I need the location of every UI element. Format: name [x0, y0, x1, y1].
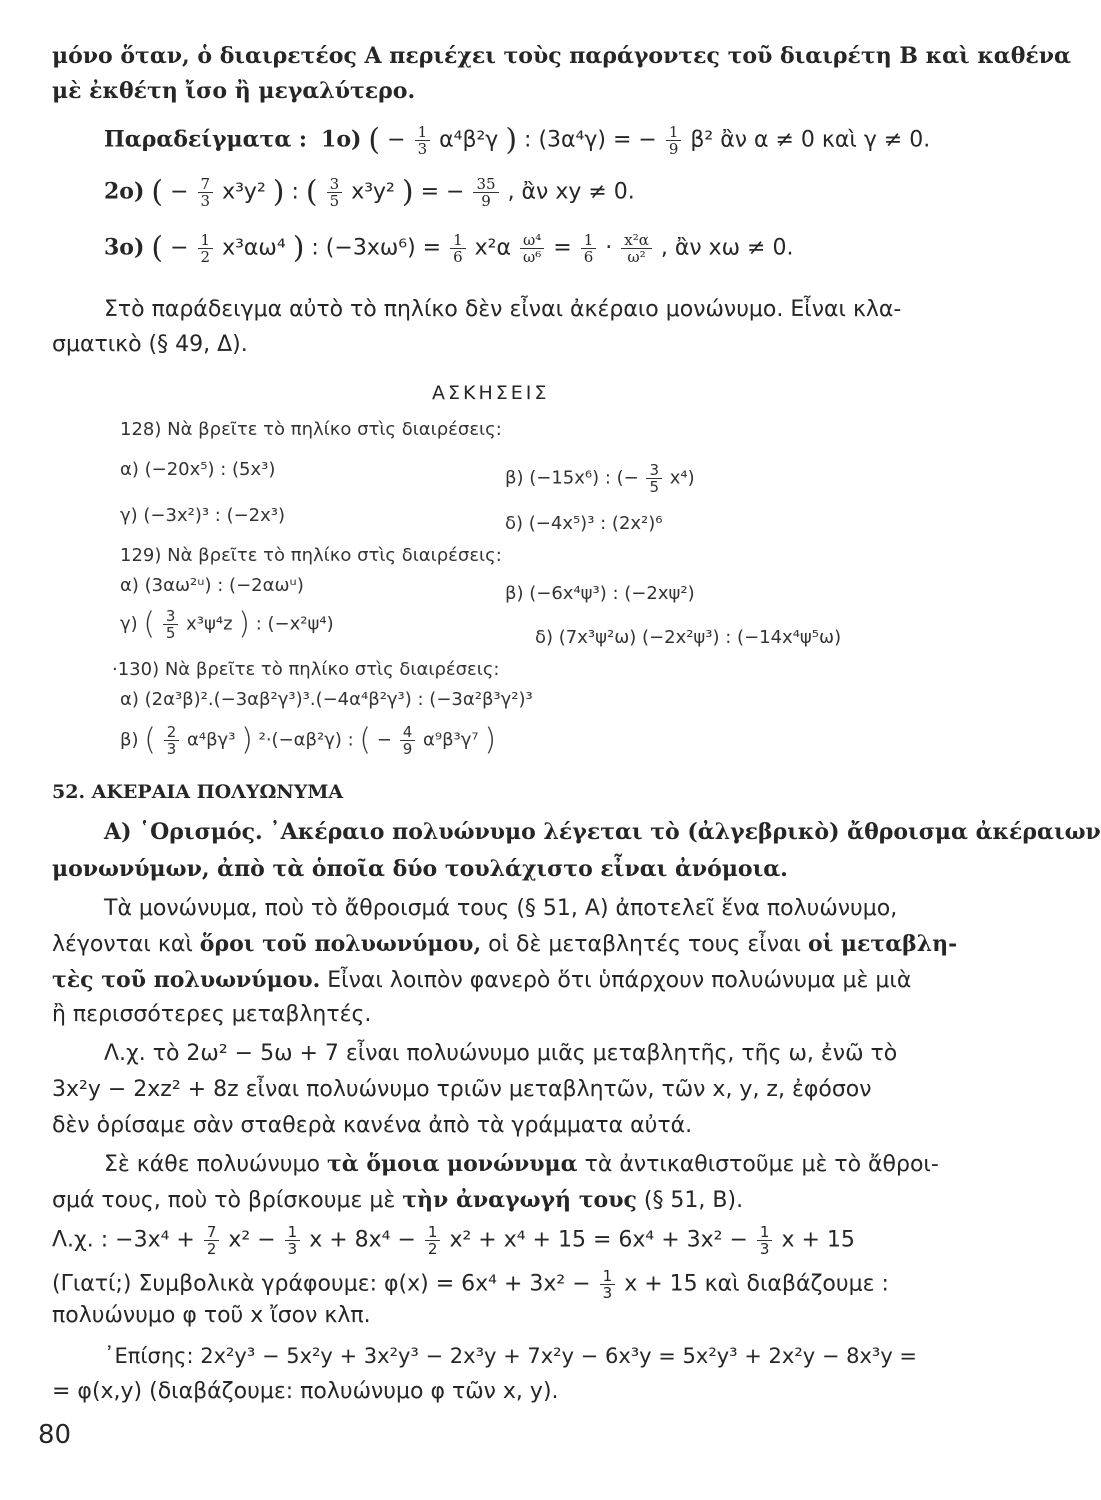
denominator: 9: [402, 740, 413, 758]
denominator: 9: [481, 192, 491, 210]
paragraph-7: ᾿Επίσης: 2x²y³ − 5x²y + 3x²y³ − 2x³y + 7x²y − 6x³y = 5x²y³ + 2x²y − 8x³y =: [104, 1344, 918, 1368]
exercise-128d: δ) (−4x⁵)³ : (2x²)⁶: [505, 513, 663, 534]
numerator: 1: [600, 1268, 616, 1285]
p4-e: x + 15: [781, 1227, 855, 1253]
examples-heading: Παραδείγματα :: [104, 126, 308, 153]
paragraph-1-line-3: [52, 966, 911, 995]
fraction: [285, 1224, 301, 1257]
section-heading: 52. ΑΚΕΡΑΙΑ ΠΟΛΥΩΝΥΜΑ: [52, 781, 344, 803]
example-1-divisor: : (3α⁴γ) = −: [524, 127, 657, 153]
numerator: 3: [646, 462, 662, 479]
numerator: 1: [450, 232, 466, 249]
fraction: [415, 124, 431, 157]
exercise-129c-term: x³ψ⁴z: [186, 613, 233, 635]
paren-close: ): [272, 174, 285, 210]
example-2-equals: = −: [420, 179, 465, 205]
p1-2b: ὅροι τοῦ πολυωνύμου,: [199, 931, 482, 957]
numerator: 1: [581, 232, 597, 249]
fraction: [163, 608, 179, 641]
paragraph-3-line-2: [52, 1186, 743, 1215]
numerator: ω⁴: [520, 232, 544, 249]
symbolic-line: [52, 1268, 889, 1301]
definition-line-2: μονωνύμων, ἀπὸ τὰ ὁποῖα δύο τουλάχιστο εἶναι ἀνόμοια.: [52, 856, 788, 882]
denominator: 2: [427, 1240, 438, 1258]
exercise-128: 128) Νὰ βρεῖτε τὸ πηλίκο στὶς διαιρέσεις:: [120, 419, 502, 440]
example-2: [104, 176, 635, 209]
paren-close: ): [241, 722, 253, 758]
example-formula-line: [52, 1224, 855, 1257]
exercise-130a: α) (2α³β)².(−3αβ²γ³)³.(−4α⁴β²γ³) : (−3α²β³γ²)³: [120, 689, 533, 710]
page-number: 80: [38, 1420, 72, 1450]
paren-close: ): [292, 230, 305, 266]
denominator: 5: [329, 192, 340, 210]
numerator: 3: [163, 608, 179, 625]
example-3-sign: −: [170, 235, 189, 261]
p1-3a: τὲς τοῦ πολυωνύμου.: [52, 967, 321, 993]
numerator: 1: [757, 1224, 773, 1241]
fraction: [520, 232, 544, 265]
numerator: 1: [198, 232, 214, 249]
example-3-number: 3ο): [104, 234, 145, 261]
example-1-number: 1ο): [321, 126, 362, 153]
example-2-number: 2ο): [104, 178, 145, 205]
example-3-term: x³αω⁴: [222, 235, 286, 261]
p4-a: Λ.χ. : −3x⁴ +: [52, 1227, 195, 1253]
example-1-term: α⁴β²γ: [439, 127, 499, 153]
fraction: [327, 176, 343, 209]
p1-2c: οἱ δὲ μεταβλητές τους εἶναι: [488, 932, 801, 957]
paren-open: (: [143, 606, 156, 642]
fraction: [198, 176, 214, 209]
numerator: x²α: [621, 232, 652, 249]
numerator: 2: [164, 724, 180, 741]
paragraph-2-line-3: δὲν ὁρίσαμε σὰν σταθερὰ κανένα ἀπὸ τὰ γράμματα αὐτά.: [52, 1113, 693, 1138]
exercise-129c: [120, 608, 334, 641]
exercise-130b-term: α⁴βγ³: [186, 729, 236, 751]
example-3: [104, 232, 793, 265]
paren-open: (: [305, 174, 318, 210]
p5-b: x + 15 καὶ διαβάζουμε :: [624, 1271, 889, 1297]
example-3-divisor: : (−3xω⁶) =: [311, 235, 442, 261]
numerator: 35: [473, 176, 498, 193]
p3-1b: τὰ ὅμοια μονώνυμα: [326, 1151, 578, 1177]
exercise-129c-divisor: : (−x²ψ⁴): [255, 613, 334, 635]
exercise-128c: γ) (−3x²)³ : (−2x³): [120, 505, 286, 526]
denominator: 2: [206, 1240, 217, 1258]
fraction: [450, 232, 466, 265]
paragraph-3-line-1: [104, 1150, 939, 1179]
paren-open: (: [359, 722, 372, 758]
p1-2d: οἱ μεταβλη-: [807, 931, 958, 957]
fraction: [204, 1224, 220, 1257]
denominator: 9: [668, 140, 679, 158]
denominator: ω⁶: [523, 248, 542, 266]
example-3-condition: , ἂν xω ≠ 0.: [660, 235, 794, 261]
example-2-term-2: x³y²: [351, 179, 395, 205]
numerator: 3: [327, 176, 343, 193]
exercise-128b-part-1: β) (−15x⁶) : (−: [505, 467, 639, 489]
denominator: 3: [417, 140, 428, 158]
p5-a: (Γιατί;) Συμβολικὰ γράφουμε: φ(x) = 6x⁴ + 3x² −: [52, 1271, 591, 1297]
paren-open: (: [144, 722, 156, 758]
exercise-129b: β) (−6x⁴ψ³) : (−2xψ²): [505, 583, 695, 604]
definition-label: Α) ῾Ορισμός.: [104, 819, 263, 845]
exercise-129d: δ) (7x³ψ²ω) (−2x²ψ³) : (−14x⁴ψ⁵ω): [535, 627, 842, 648]
numerator: 1: [285, 1224, 301, 1241]
exercise-129a: α) (3αω²ᵘ) : (−2αωᵘ): [120, 575, 304, 596]
example-2-colon: :: [291, 179, 299, 205]
denominator: 3: [287, 1240, 298, 1258]
definition-text-1: ᾿Ακέραιο πολυώνυμο λέγεται τὸ (ἀλγεβρικὸ) ἄθροισμα ἀκέραιων: [269, 819, 1101, 845]
paragraph-2-line-1: Λ.χ. τὸ 2ω² − 5ω + 7 εἶναι πολυώνυμο μιᾶς μεταβλητῆς, τῆς ω, ἐνῶ τὸ: [104, 1041, 898, 1066]
definition-line-1: [104, 818, 1101, 847]
exercise-129: 129) Νὰ βρεῖτε τὸ πηλίκο στὶς διαιρέσεις:: [120, 545, 502, 566]
p4-d: x² + x⁴ + 15 = 6x⁴ + 3x² −: [449, 1227, 748, 1253]
fraction: [198, 232, 214, 265]
denominator: 3: [200, 192, 211, 210]
fraction: [425, 1224, 441, 1257]
paren-open: (: [368, 122, 381, 158]
paren-close: ): [484, 722, 497, 758]
example-2-condition: , ἂν xy ≠ 0.: [507, 179, 635, 205]
fraction: [621, 232, 652, 265]
exercise-130: ·130) Νὰ βρεῖτε τὸ πηλίκο στὶς διαιρέσεις:: [112, 659, 500, 680]
fraction: [646, 462, 662, 495]
denominator: 5: [649, 478, 660, 496]
numerator: 4: [400, 724, 416, 741]
paragraph-1-line-2: [52, 930, 957, 959]
denominator: 6: [453, 248, 463, 266]
paragraph-6: πολυώνυμο φ τοῦ x ἴσον κλπ.: [52, 1303, 371, 1328]
paragraph-8: = φ(x,y) (διαβάζουμε: πολυώνυμο φ τῶν x, y).: [52, 1379, 559, 1404]
denominator: 3: [166, 740, 177, 758]
fraction: [164, 724, 180, 757]
example-3-factor: x²α: [474, 235, 511, 261]
intro-line-2: μὲ ἐκθέτη ἴσο ἢ μεγαλύτερο.: [52, 78, 416, 104]
exercise-130b-term-2: α⁹β³γ⁷: [422, 729, 479, 751]
p4-c: x + 8x⁴ −: [309, 1227, 416, 1253]
example-1: [104, 124, 930, 157]
p1-3b: Εἶναι λοιπὸν φανερὸ ὅτι ὑπάρχουν πολυώνυμα μὲ μιὰ: [327, 968, 912, 993]
example-3-dot: ·: [605, 235, 613, 261]
paragraph-1-line-1: Τὰ μονώνυμα, ποὺ τὸ ἄθροισμά τους (§ 51, Α) ἀποτελεῖ ἕνα πολυώνυμο,: [104, 896, 898, 921]
p3-2a: σμά τους, ποὺ τὸ βρίσκουμε μὲ: [52, 1188, 396, 1213]
fraction: [400, 724, 416, 757]
fraction: [666, 124, 682, 157]
example-2-sign: −: [170, 179, 189, 205]
fraction: [757, 1224, 773, 1257]
numerator: 1: [415, 124, 431, 141]
example-1-sign: −: [387, 127, 406, 153]
numerator: 1: [666, 124, 682, 141]
numerator: 7: [204, 1224, 220, 1241]
denominator: 2: [200, 248, 211, 266]
p3-2b: τὴν ἀναγωγή τους: [402, 1187, 637, 1213]
fraction: [473, 176, 498, 209]
paren-close: ): [505, 122, 518, 158]
numerator: 1: [425, 1224, 441, 1241]
paren-close: ): [238, 606, 251, 642]
denominator: 3: [759, 1240, 770, 1258]
intro-line-1: μόνο ὅταν, ὁ διαιρετέος Α περιέχει τοὺς παράγοντες τοῦ διαιρέτη Β καὶ καθένα: [52, 43, 1071, 69]
fraction: [581, 232, 597, 265]
p3-2c: (§ 51, Β).: [643, 1188, 744, 1213]
fraction: [600, 1268, 616, 1301]
example-3-equals: =: [553, 235, 572, 261]
exercise-128b-part-2: x⁴): [669, 467, 695, 489]
exercise-130b: [120, 724, 496, 757]
paren-close: ): [401, 174, 414, 210]
exercise-128b: [505, 462, 695, 495]
exercise-130b-sign: −: [376, 729, 392, 751]
denominator: 6: [583, 248, 594, 266]
example-2-term: x³y²: [222, 179, 266, 205]
note-line-1: Στὸ παράδειγμα αὐτὸ τὸ πηλίκο δὲν εἶναι ἀκέραιο μονώνυμο. Εἶναι κλα-: [104, 297, 902, 322]
exercise-129c-label: γ): [120, 613, 138, 635]
paren-open: (: [151, 174, 164, 210]
exercise-128a: α) (−20x⁵) : (5x³): [120, 459, 276, 480]
exercise-130b-middle: ²·(−αβ²γ) :: [258, 729, 354, 751]
exercises-title: ΑΣΚΗΣΕΙΣ: [432, 382, 550, 404]
numerator: 7: [198, 176, 214, 193]
paragraph-1-line-4: ἢ περισσότερες μεταβλητές.: [52, 1002, 372, 1027]
p1-2a: λέγονται καὶ: [52, 932, 193, 957]
example-1-result: β² ἂν α ≠ 0 καὶ γ ≠ 0.: [690, 127, 931, 153]
paren-open: (: [151, 230, 164, 266]
denominator: 5: [165, 624, 176, 642]
p3-1a: Σὲ κάθε πολυώνυμο: [104, 1152, 320, 1177]
exercise-130b-label: β): [120, 729, 139, 751]
paragraph-2-line-2: 3x²y − 2xz² + 8z εἶναι πολυώνυμο τριῶν μεταβλητῶν, τῶν x, y, z, ἐφόσον: [52, 1077, 872, 1102]
p4-b: x² −: [228, 1227, 276, 1253]
denominator: ω²: [627, 248, 646, 266]
p3-1c: τὰ ἀντικαθιστοῦμε μὲ τὸ ἄθροι-: [584, 1152, 939, 1177]
denominator: 3: [602, 1284, 613, 1302]
note-line-2: σματικὸ (§ 49, Δ).: [52, 332, 248, 357]
